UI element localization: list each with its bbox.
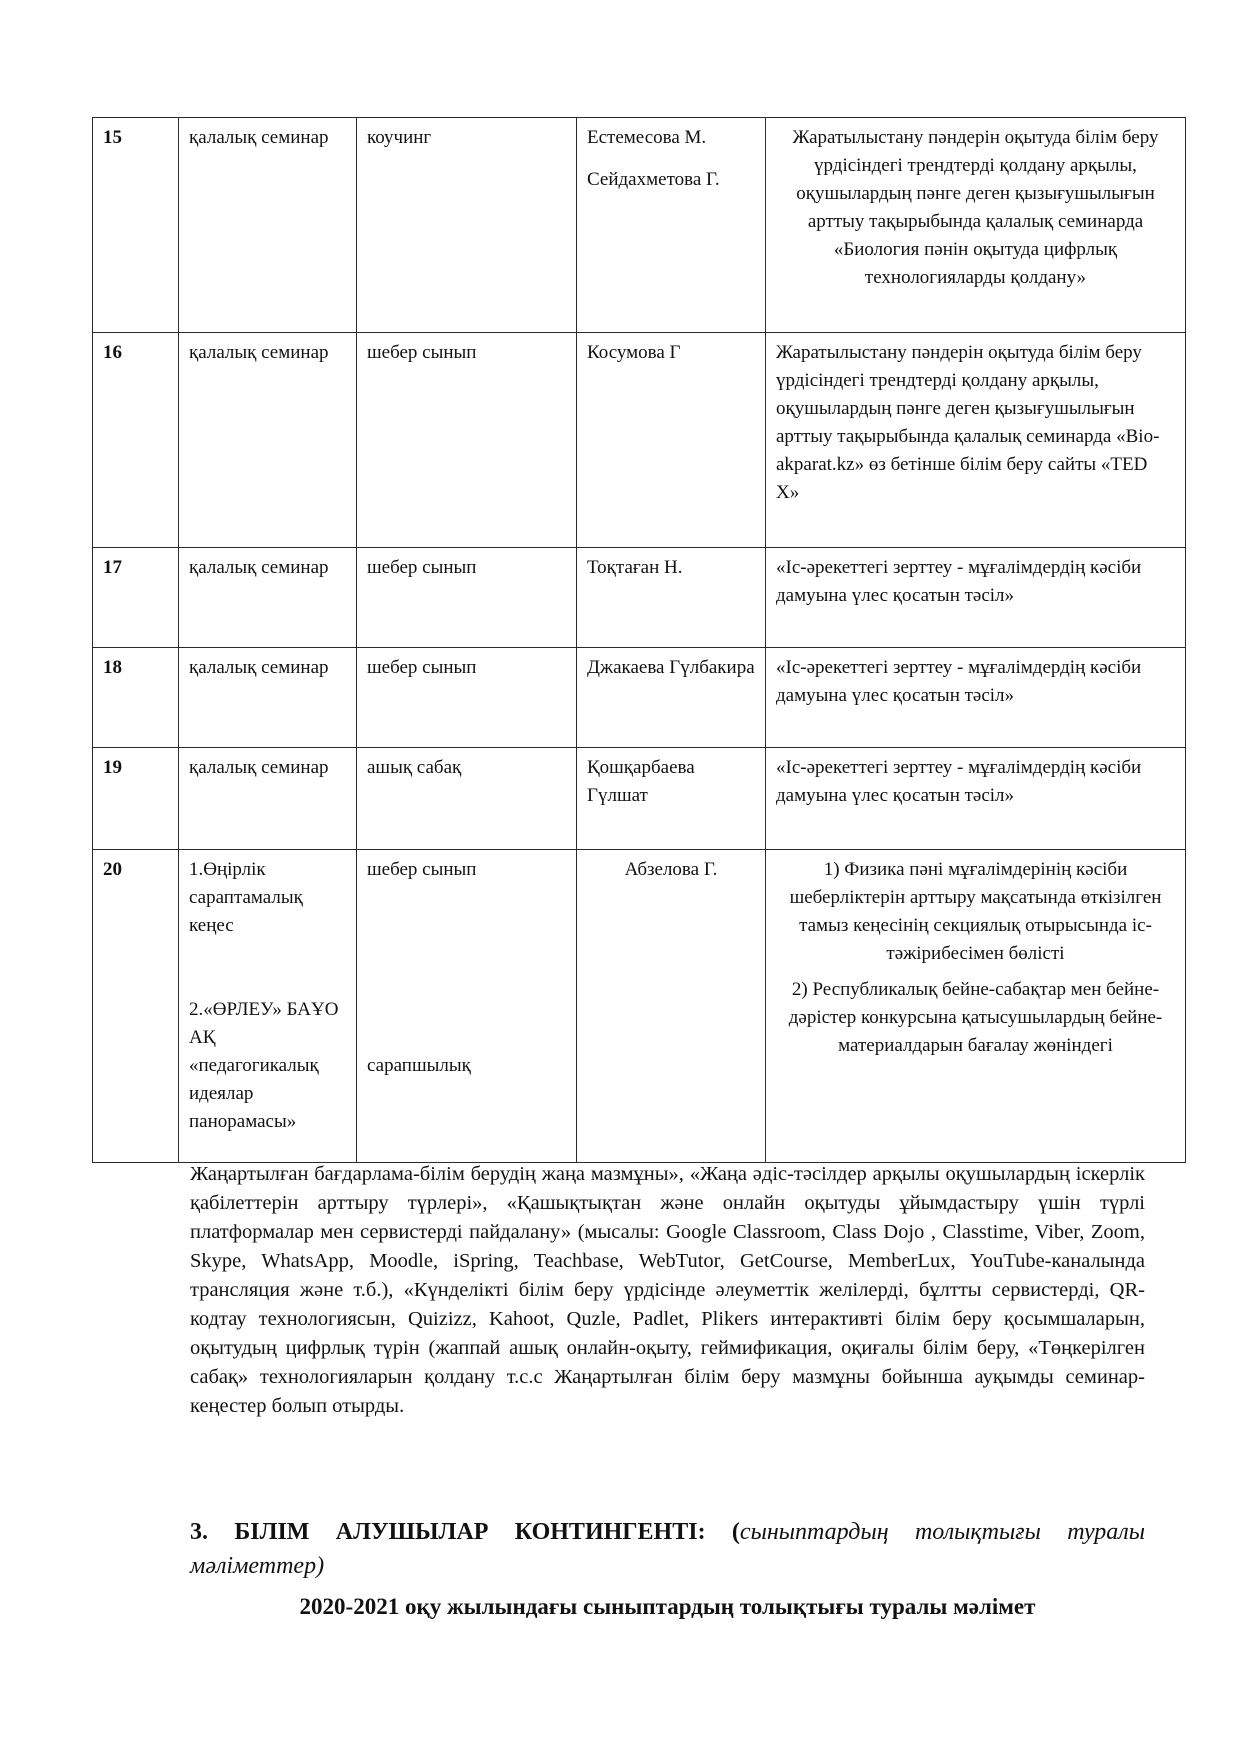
row-number: 16: [93, 333, 179, 548]
participant-names: [577, 333, 766, 548]
event-form: шебер сынып: [357, 548, 577, 648]
event-topic-2: 2) Республикалық бейне-сабақтар мен бейне-дәрістер конкурсына қатысушылардың бейне-материалдарын бағалау жөніндегі: [788, 979, 1163, 1056]
event-form: шебер сынып: [357, 648, 577, 748]
event-level: қалалық семинар: [179, 118, 357, 333]
event-topic: Жаратылыстану пәндерін оқытуда білім беру үрдісіндегі трендтерді қолдану арқылы, оқушылардың пәнге деген қызығушылығын арттыу тақырыбында қалалық семинарда «Биология пәнін оқытуда цифрлық технологияларды қолдану»: [766, 118, 1186, 333]
row-number: 17: [93, 548, 179, 648]
event-form-2: сарапшылық: [367, 1055, 471, 1076]
body-paragraph: Жаңартылған бағдарлама-білім берудің жаңа мазмұны», «Жаңа әдіс-тәсілдер арқылы оқушылардың іскерлік қабілеттерін арттыру түрлері», «Қашықтықтан және онлайн оқытуды ұйымдастыру үшін түрлі платформалар мен сервистерді пайдалану» (мысалы: Google Classroom, Class Dojo , Classtime, Viber, Zoom, Skype, WhatsApp, Moodle, iSpring, Teachbase, WebTutor, GetCourse, MemberLux, YouTube-каналында трансляция және т.б.), «Күнделікті білім беру үрдісінде әлеуметтік желілерді, бұлтты сервистерді, QR-кодтау технологиясын, Quizizz, Kahoot, Quzle, Padlet, Plikers интерактивті білім беру қосымшаларын, оқытудың цифрлық түрін (жаппай ашық онлайн-оқыту, геймификация, оқиғалы білім беру, «Төңкерілген сабақ» технологияларын қолдану т.с.с Жаңартылған білім беру мазмұны бойынша ауқымды семинар-кеңестер болып отырды.: [190, 1163, 1145, 1417]
table-row: [93, 118, 1186, 333]
participant-name: Тоқтаған Н.: [587, 557, 683, 578]
table-row: [93, 548, 1186, 648]
event-level: қалалық семинар: [179, 648, 357, 748]
event-topic: «Іс-әрекеттегі зерттеу - мұғалімдердің кәсіби дамуына үлес қосатын тәсіл»: [766, 548, 1186, 648]
section-heading-italic: сыныптардың толықтығы туралы мәліметтер): [190, 1519, 1145, 1579]
event-form: [357, 850, 577, 1163]
event-topic: [766, 850, 1186, 1163]
participant-names: [577, 648, 766, 748]
row-number: 19: [93, 748, 179, 850]
participant-name: Косумова Г: [587, 342, 681, 363]
event-level: [179, 850, 357, 1163]
section-heading: [190, 1515, 1145, 1583]
section-heading-bold: 3. БІЛІМ АЛУШЫЛАР КОНТИНГЕНТІ: (: [190, 1519, 740, 1545]
table-row: [93, 648, 1186, 748]
participant-name: Джакаева Гүлбакира: [587, 657, 755, 678]
row-number: 15: [93, 118, 179, 333]
participant-names: [577, 548, 766, 648]
event-topic: Жаратылыстану пәндерін оқытуда білім беру үрдісіндегі трендтерді қолдану арқылы, оқушылардың пәнге деген қызығушылығын арттыу тақырыбында қалалық семинарда «Bio-akparat.kz» өз бетінше білім беру сайты «TED X»: [766, 333, 1186, 548]
participant-name: Сейдахметова Г.: [587, 169, 720, 190]
event-level-2: 2.«ӨРЛЕУ» БАҰО АҚ «педагогикалық идеялар панорамасы»: [189, 999, 339, 1132]
event-level: қалалық семинар: [179, 548, 357, 648]
section-subtitle: 2020-2021 оқу жылындағы сыныптардың толықтығы туралы мәлімет: [299, 1594, 1036, 1619]
participant-names: [577, 850, 766, 1163]
event-form-1: шебер сынып: [367, 859, 477, 880]
events-table: [92, 117, 1186, 1163]
event-level: қалалық семинар: [179, 748, 357, 850]
table-row: [93, 333, 1186, 548]
event-topic: «Іс-әрекеттегі зерттеу - мұғалімдердің кәсіби дамуына үлес қосатын тәсіл»: [766, 748, 1186, 850]
participant-names: [577, 118, 766, 333]
participant-name: Абзелова Г.: [624, 859, 718, 880]
row-number: 18: [93, 648, 179, 748]
event-topic: «Іс-әрекеттегі зерттеу - мұғалімдердің кәсіби дамуына үлес қосатын тәсіл»: [766, 648, 1186, 748]
table-row: [93, 850, 1186, 1163]
event-form: шебер сынып: [357, 333, 577, 548]
participant-name: Естемесова М.: [587, 127, 707, 148]
event-level: қалалық семинар: [179, 333, 357, 548]
table-row: [93, 748, 1186, 850]
event-form: ашық сабақ: [357, 748, 577, 850]
event-topic-1: 1) Физика пәні мұғалімдерінің кәсіби шеберліктерін арттыру мақсатында өткізілген тамыз кеңесінің секциялық отырысында іс-тәжірибесімен бөлісті: [789, 859, 1162, 964]
participant-name: Қошқарбаева Гүлшат: [587, 757, 695, 806]
event-level-1: 1.Өңірлік сараптамалық кеңес: [189, 859, 303, 936]
row-number: 20: [93, 850, 179, 1163]
event-form: коучинг: [357, 118, 577, 333]
participant-names: [577, 748, 766, 850]
